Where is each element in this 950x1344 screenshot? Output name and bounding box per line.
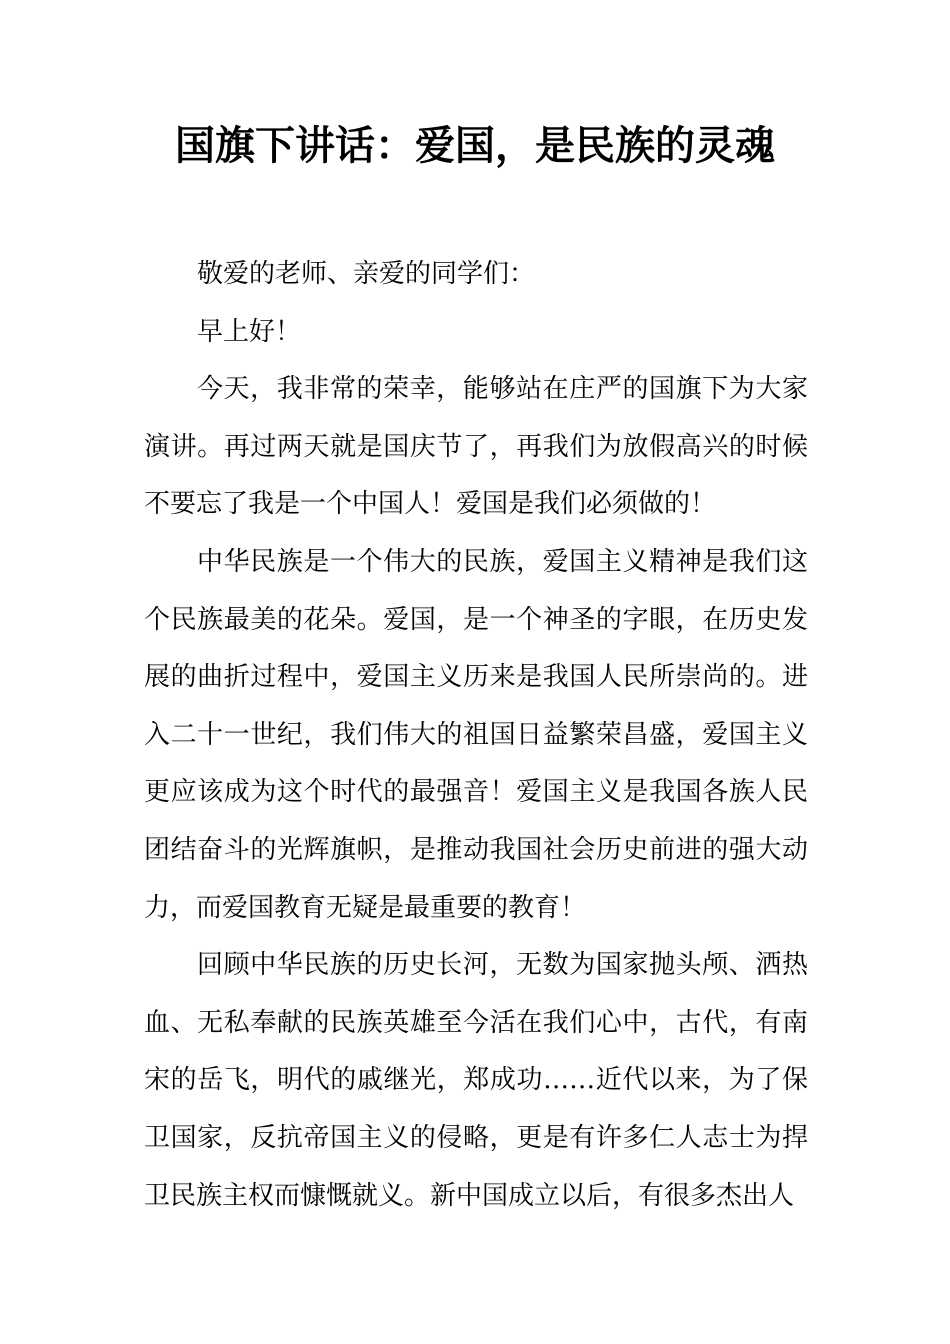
document-title: 国旗下讲话：爱国，是民族的灵魂: [175, 122, 775, 169]
greeting: 早上好！: [197, 316, 302, 347]
paragraph: 回顾中华民族的历史长河，无数为国家抛头颅、洒热血、无私奉献的民族英雄至今活在我们心中，古代，有南宋的岳飞，明代的戚继光，郑成功……近代以来，为了保卫国家，反抗帝国主义的侵略，更是有许多仁人志士为捍卫民族主权而慷慨就义。新中国成立以后，有很多杰出人: [144, 950, 808, 1211]
paragraph: 今天，我非常的荣幸，能够站在庄严的国旗下为大家演讲。再过两天就是国庆节了，再我们为放假高兴的时候不要忘了我是一个中国人！爱国是我们必须做的！: [144, 374, 808, 520]
salutation: 敬爱的老师、亲爱的同学们：: [197, 259, 536, 289]
document-body: [144, 246, 808, 1225]
paragraph: 中华民族是一个伟大的民族，爱国主义精神是我们这个民族最美的花朵。爱国，是一个神圣的字眼，在历史发展的曲折过程中，爱国主义历来是我国人民所崇尚的。进入二十一世纪，我们伟大的祖国日益繁荣昌盛，爱国主义更应该成为这个时代的最强音！爱国主义是我国各族人民团结奋斗的光辉旗帜，是推动我国社会历史前进的强大动力，而爱国教育无疑是最重要的教育！: [144, 546, 808, 923]
